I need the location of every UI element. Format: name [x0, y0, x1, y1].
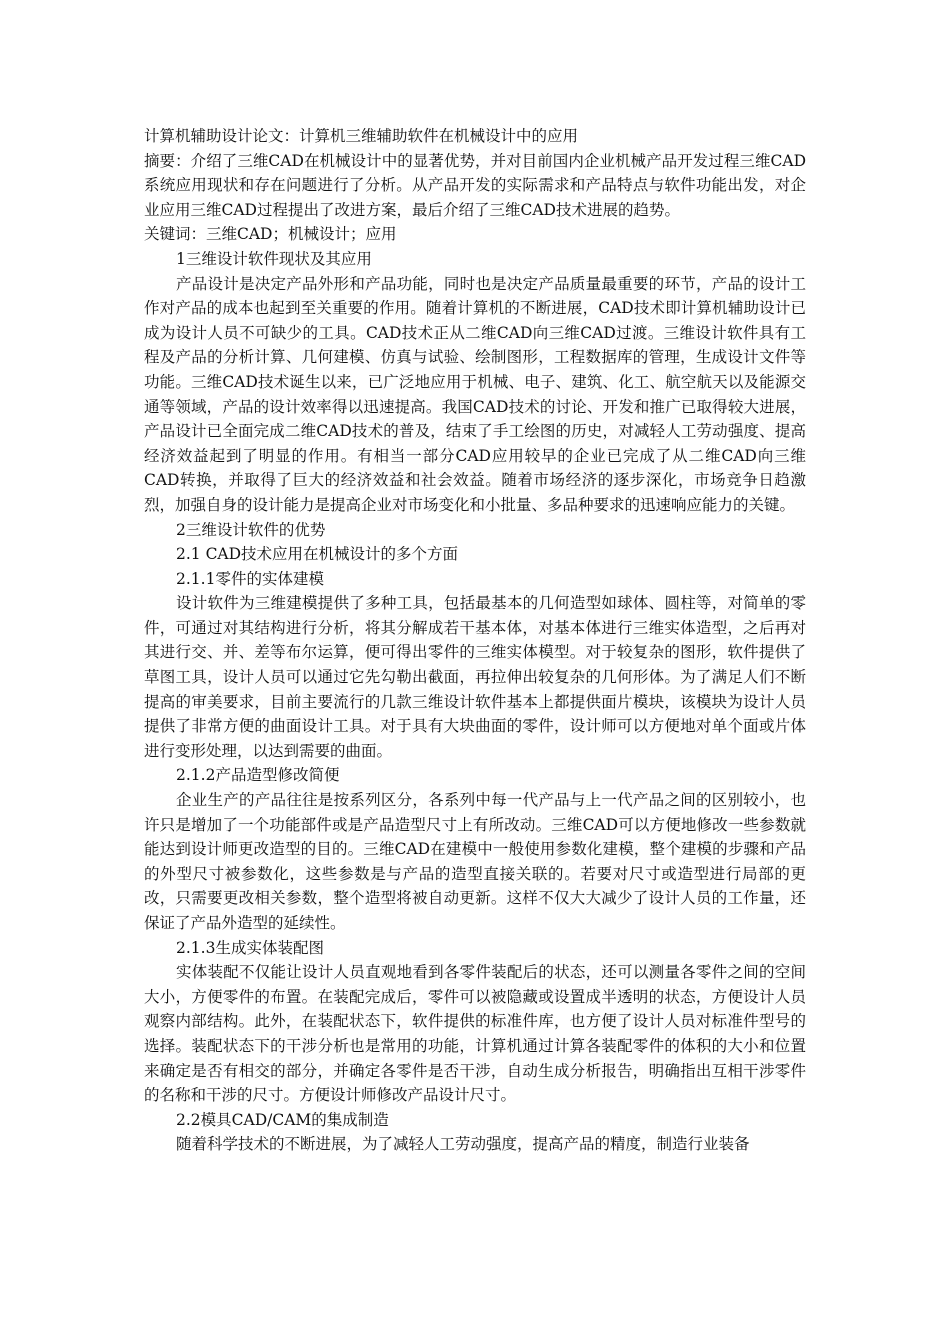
subsection-heading-2-1-2: 2.1.2产品造型修改简便 — [176, 766, 340, 785]
subsection-heading-2-1: 2.1 CAD技术应用在机械设计的多个方面 — [176, 545, 459, 564]
keywords-line: 关键词：三维CAD；机械设计；应用 — [144, 225, 397, 244]
section-heading-1: 1三维设计软件现状及其应用 — [176, 249, 372, 268]
subsection-heading-2-2: 2.2模具CAD/CAM的集成制造 — [176, 1110, 389, 1129]
subsection-heading-2-1-3: 2.1.3生成实体装配图 — [176, 938, 324, 957]
document-title: 计算机辅助设计论文：计算机三维辅助软件在机械设计中的应用 — [144, 127, 579, 145]
body-paragraph-2-2: 随着科学技术的不断进展，为了减轻人工劳动强度，提高产品的精度，制造行业装备 — [176, 1135, 750, 1154]
document-page — [144, 124, 806, 1157]
body-paragraph-2-1-3: 实体装配不仅能让设计人员直观地看到各零件装配后的状态，还可以测量各零件之间的空间大小，方便零件的布置。在装配完成后，零件可以被隐藏或设置成半透明的状态，方便设计人员观察内部结构。此外，在装配状态下，软件提供的标准件库，也方便了设计人员对标准件型号的选择。装配状态下的干涉分析也是常用的功能，计算机通过计算各装配零件的体积的大小和位置来确定是否有相交的部分，并确定各零件是否干涉，自动生成分析报告，明确指出互相干涉零件的名称和干涉的尺寸。方便设计师修改产品设计尺寸。 — [144, 963, 806, 1105]
abstract-paragraph: 摘要：介绍了三维CAD在机械设计中的显著优势，并对目前国内企业机械产品开发过程三维CAD系统应用现状和存在问题进行了分析。从产品开发的实际需求和产品特点与软件功能出发，对企业应用三维CAD过程提出了改进方案，最后介绍了三维CAD技术进展的趋势。 — [144, 151, 806, 219]
section-heading-2: 2三维设计软件的优势 — [176, 520, 326, 539]
body-paragraph-1: 产品设计是决定产品外形和产品功能，同时也是决定产品质量最重要的环节，产品的设计工作对产品的成本也起到至关重要的作用。随着计算机的不断进展，CAD技术即计算机辅助设计已成为设计人员不可缺少的工具。CAD技术正从二维CAD向三维CAD过渡。三维设计软件具有工程及产品的分析计算、几何建模、仿真与试验、绘制图形，工程数据库的管理，生成设计文件等功能。三维CAD技术诞生以来，已广泛地应用于机械、电子、建筑、化工、航空航天以及能源交通等领域，产品的设计效率得以迅速提高。我国CAD技术的讨论、开发和推广已取得较大进展，产品设计已全面完成二维CAD技术的普及，结束了手工绘图的历史，对减轻人工劳动强度、提高经济效益起到了明显的作用。有相当一部分CAD应用较早的企业已完成了从二维CAD向三维CAD转换，并取得了巨大的经济效益和社会效益。随着市场经济的逐步深化，市场竞争日趋激烈，加强自身的设计能力是提高企业对市场变化和小批量、多品种要求的迅速响应能力的关键。 — [144, 274, 806, 514]
subsection-heading-2-1-1: 2.1.1零件的实体建模 — [176, 569, 324, 588]
body-paragraph-2-1-1: 设计软件为三维建模提供了多种工具，包括最基本的几何造型如球体、圆柱等，对简单的零件，可通过对其结构进行分析，将其分解成若干基本体，对基本体进行三维实体造型，之后再对其进行交、并、差等布尔运算，便可得出零件的三维实体模型。对于较复杂的图形，软件提供了草图工具，设计人员可以通过它先勾勒出截面，再拉伸出较复杂的几何形体。为了满足人们不断提高的审美要求，目前主要流行的几款三维设计软件基本上都提供面片模块，该模块为设计人员提供了非常方便的曲面设计工具。对于具有大块曲面的零件，设计师可以方便地对单个面或片体进行变形处理，以达到需要的曲面。 — [144, 594, 806, 760]
body-paragraph-2-1-2: 企业生产的产品往往是按系列区分，各系列中每一代产品与上一代产品之间的区别较小，也许只是增加了一个功能部件或是产品造型尺寸上有所改动。三维CAD可以方便地修改一些参数就能达到设计师更改造型的目的。三维CAD在建模中一般使用参数化建模，整个建模的步骤和产品的外型尺寸被参数化，这些参数是与产品的造型直接关联的。若要对尺寸或造型进行局部的更改，只需要更改相关参数，整个造型将被自动更新。这样不仅大大减少了设计人员的工作量，还保证了产品外造型的延续性。 — [144, 791, 806, 932]
